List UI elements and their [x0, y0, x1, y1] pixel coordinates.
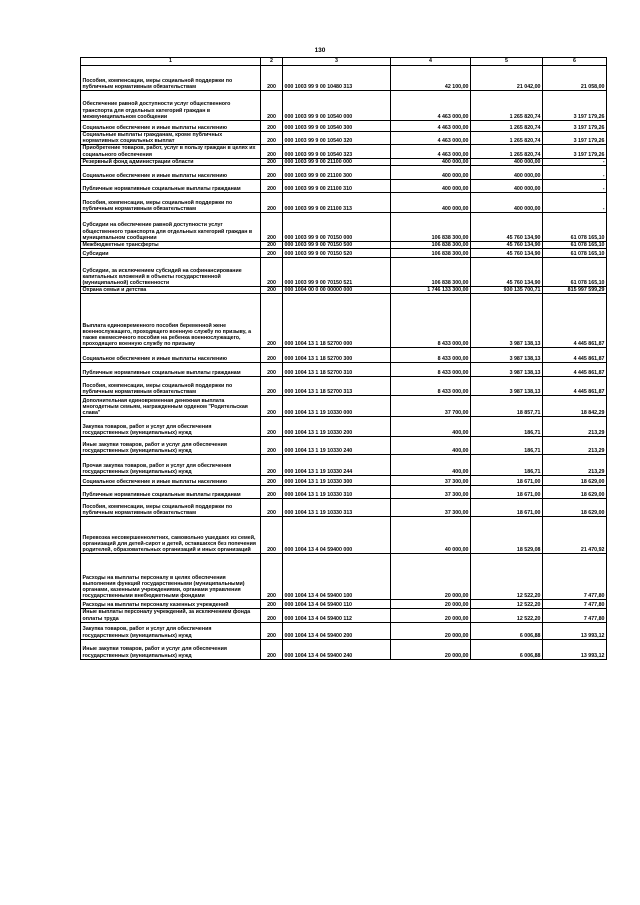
row-kbk-cell: 000 1004 13 4 04 59400 200 — [283, 622, 391, 639]
table-row — [81, 145, 607, 158]
table-row — [81, 213, 607, 242]
row-code-cell: 200 — [261, 66, 283, 91]
row-plan-cell: 106 838 300,00 — [391, 242, 471, 249]
row-fact-cell: 21 042,00 — [471, 66, 543, 91]
row-rest-cell: 18 629,00 — [543, 486, 607, 499]
row-kbk-cell: 000 1004 13 1 19 10330 313 — [283, 499, 391, 517]
row-kbk-cell: 000 1003 99 9 00 70150 000 — [283, 213, 391, 242]
row-plan-cell: 20 000,00 — [391, 622, 471, 639]
row-plan-cell: 20 000,00 — [391, 609, 471, 622]
row-code-cell: 200 — [261, 249, 283, 258]
row-kbk-cell: 000 1004 13 1 19 10330 310 — [283, 486, 391, 499]
row-code-cell: 200 — [261, 158, 283, 165]
row-kbk-cell: 000 1004 00 0 00 00000 000 — [283, 287, 391, 294]
row-plan-cell: 1 746 133 300,00 — [391, 287, 471, 294]
table-body — [81, 66, 607, 660]
row-rest-cell: 18 629,00 — [543, 499, 607, 517]
row-name-cell: Выплата единовременного пособия беременной жене военнослужащего, проходящего военную службу по призыву, а также ежемесячного пособия на ребенка военнослужащего, проходящего военную службу по призыву — [81, 294, 261, 348]
row-name-cell: Расходы на выплаты персоналу казенных учреждений — [81, 600, 261, 609]
row-rest-cell: - — [543, 158, 607, 165]
row-rest-cell: 18 629,00 — [543, 476, 607, 486]
row-name-cell: Пособия, компенсации, меры социальной поддержки по публичным нормативным обязательствам — [81, 377, 261, 396]
row-kbk-cell: 000 1004 13 4 04 59400 000 — [283, 517, 391, 554]
row-code-cell: 200 — [261, 242, 283, 249]
row-name-cell: Иные закупки товаров, работ и услуг для обеспечения государственных (муниципальных) нужд — [81, 639, 261, 659]
row-plan-cell: 400,00 — [391, 455, 471, 476]
row-code-cell: 200 — [261, 363, 283, 377]
row-rest-cell: 13 993,12 — [543, 639, 607, 659]
row-fact-cell: 6 006,88 — [471, 639, 543, 659]
table-row — [81, 499, 607, 517]
row-plan-cell: 400 000,00 — [391, 180, 471, 193]
row-plan-cell: 8 433 000,00 — [391, 363, 471, 377]
table-row — [81, 132, 607, 145]
row-fact-cell: 45 760 134,90 — [471, 242, 543, 249]
row-code-cell: 200 — [261, 476, 283, 486]
row-name-cell: Субсидии, за исключением субсидий на софинансирование капитальных вложений в объекты государственной (муниципальной) собственности — [81, 258, 261, 287]
row-rest-cell: 3 197 179,26 — [543, 91, 607, 121]
row-code-cell: 200 — [261, 517, 283, 554]
row-plan-cell: 8 433 000,00 — [391, 377, 471, 396]
table-row — [81, 455, 607, 476]
row-fact-cell: 400 000,00 — [471, 166, 543, 180]
row-rest-cell: 3 197 179,26 — [543, 121, 607, 132]
row-name-cell: Пособия, компенсации, меры социальной поддержки по публичным нормативным обязательствам — [81, 499, 261, 517]
row-kbk-cell: 000 1004 13 1 19 10330 000 — [283, 396, 391, 417]
row-fact-cell: 1 265 820,74 — [471, 132, 543, 145]
table-row — [81, 554, 607, 600]
row-kbk-cell: 000 1004 13 4 04 59400 240 — [283, 639, 391, 659]
row-fact-cell: 400 000,00 — [471, 193, 543, 213]
row-code-cell: 200 — [261, 91, 283, 121]
table-row — [81, 121, 607, 132]
table-row — [81, 622, 607, 639]
row-fact-cell: 3 987 138,13 — [471, 294, 543, 348]
table-row — [81, 66, 607, 91]
row-plan-cell: 400,00 — [391, 437, 471, 455]
table-row — [81, 287, 607, 294]
row-fact-cell: 18 671,00 — [471, 499, 543, 517]
row-name-cell: Социальное обеспечение и иные выплаты населению — [81, 121, 261, 132]
row-name-cell: Межбюджетные трансферты — [81, 242, 261, 249]
row-fact-cell: 930 135 700,71 — [471, 287, 543, 294]
row-rest-cell: 18 842,29 — [543, 396, 607, 417]
row-fact-cell: 1 265 820,74 — [471, 121, 543, 132]
table-row — [81, 486, 607, 499]
row-kbk-cell: 000 1003 99 9 00 21100 310 — [283, 180, 391, 193]
row-plan-cell: 8 433 000,00 — [391, 294, 471, 348]
row-plan-cell: 4 463 000,00 — [391, 132, 471, 145]
row-kbk-cell: 000 1004 13 1 18 52700 300 — [283, 348, 391, 363]
row-name-cell: Социальные выплаты гражданам, кроме публичных нормативных социальных выплат — [81, 132, 261, 145]
row-plan-cell: 40 000,00 — [391, 517, 471, 554]
row-code-cell: 200 — [261, 455, 283, 476]
row-code-cell: 200 — [261, 166, 283, 180]
row-rest-cell: 7 477,80 — [543, 554, 607, 600]
table-row — [81, 348, 607, 363]
table-row — [81, 377, 607, 396]
budget-table — [80, 57, 607, 660]
row-rest-cell: 815 997 599,29 — [543, 287, 607, 294]
row-code-cell: 200 — [261, 396, 283, 417]
row-plan-cell: 106 838 300,00 — [391, 249, 471, 258]
row-code-cell: 200 — [261, 193, 283, 213]
row-plan-cell: 37 700,00 — [391, 396, 471, 417]
table-row — [81, 242, 607, 249]
row-fact-cell: 1 265 820,74 — [471, 91, 543, 121]
row-fact-cell: 18 529,08 — [471, 517, 543, 554]
row-code-cell: 200 — [261, 486, 283, 499]
column-header: 3 — [283, 58, 391, 66]
row-kbk-cell: 000 1003 99 9 00 70150 521 — [283, 258, 391, 287]
row-fact-cell: 3 987 138,13 — [471, 377, 543, 396]
row-rest-cell: - — [543, 193, 607, 213]
row-name-cell: Дополнительная единовременная денежная выплата многодетным семьям, награжденным орденом "Родительская слава" — [81, 396, 261, 417]
row-fact-cell: 400 000,00 — [471, 158, 543, 165]
row-rest-cell: - — [543, 166, 607, 180]
row-plan-cell: 4 463 000,00 — [391, 121, 471, 132]
column-header: 6 — [543, 58, 607, 66]
column-header: 5 — [471, 58, 543, 66]
row-fact-cell: 12 522,20 — [471, 609, 543, 622]
row-kbk-cell: 000 1004 13 1 18 52700 313 — [283, 377, 391, 396]
row-code-cell: 200 — [261, 145, 283, 158]
row-rest-cell: 7 477,80 — [543, 609, 607, 622]
column-header: 4 — [391, 58, 471, 66]
row-fact-cell: 12 522,20 — [471, 600, 543, 609]
table-row — [81, 417, 607, 437]
row-fact-cell: 18 857,71 — [471, 396, 543, 417]
table-row — [81, 609, 607, 622]
row-kbk-cell: 000 1003 99 9 00 21100 300 — [283, 166, 391, 180]
row-plan-cell: 4 463 000,00 — [391, 145, 471, 158]
row-name-cell: Резервный фонд администрации области — [81, 158, 261, 165]
column-header: 1 — [81, 58, 261, 66]
row-fact-cell: 45 760 134,90 — [471, 258, 543, 287]
row-rest-cell: 4 445 861,87 — [543, 348, 607, 363]
row-plan-cell: 400 000,00 — [391, 193, 471, 213]
table-row — [81, 249, 607, 258]
row-kbk-cell: 000 1003 99 9 00 70150 500 — [283, 242, 391, 249]
row-code-cell: 200 — [261, 294, 283, 348]
row-plan-cell: 106 838 300,00 — [391, 258, 471, 287]
row-kbk-cell: 000 1003 99 9 00 10540 000 — [283, 91, 391, 121]
row-code-cell: 200 — [261, 180, 283, 193]
row-kbk-cell: 000 1004 13 1 19 10330 300 — [283, 476, 391, 486]
row-rest-cell: 61 078 165,10 — [543, 258, 607, 287]
row-name-cell: Иные закупки товаров, работ и услуг для обеспечения государственных (муниципальных) нужд — [81, 437, 261, 455]
row-fact-cell: 45 760 134,90 — [471, 249, 543, 258]
row-name-cell: Приобретение товаров, работ, услуг в пользу граждан в целях их социального обеспечения — [81, 145, 261, 158]
row-name-cell: Субсидии на обеспечение равной доступности услуг общественного транспорта для отдельных категорий граждан в муниципальном сообщении — [81, 213, 261, 242]
row-fact-cell: 18 671,00 — [471, 476, 543, 486]
row-name-cell: Публичные нормативные социальные выплаты гражданам — [81, 486, 261, 499]
row-code-cell: 200 — [261, 287, 283, 294]
row-rest-cell: 61 078 165,10 — [543, 213, 607, 242]
row-name-cell: Социальное обеспечение и иные выплаты населению — [81, 348, 261, 363]
row-name-cell: Публичные нормативные социальные выплаты гражданам — [81, 180, 261, 193]
row-code-cell: 200 — [261, 258, 283, 287]
row-name-cell: Закупка товаров, работ и услуг для обеспечения государственных (муниципальных) нужд — [81, 417, 261, 437]
table-row — [81, 166, 607, 180]
row-rest-cell: 213,29 — [543, 455, 607, 476]
row-code-cell: 200 — [261, 377, 283, 396]
row-kbk-cell: 000 1003 99 9 00 10480 313 — [283, 66, 391, 91]
row-rest-cell: 213,29 — [543, 417, 607, 437]
row-kbk-cell: 000 1003 99 9 00 10540 320 — [283, 132, 391, 145]
row-rest-cell: 213,29 — [543, 437, 607, 455]
row-rest-cell: 4 445 861,87 — [543, 377, 607, 396]
table-row — [81, 396, 607, 417]
row-plan-cell: 106 838 300,00 — [391, 213, 471, 242]
table-row — [81, 294, 607, 348]
row-plan-cell: 400,00 — [391, 417, 471, 437]
row-kbk-cell: 000 1003 99 9 00 21100 000 — [283, 158, 391, 165]
row-name-cell: Перевозка несовершеннолетних, самовольно ушедших из семей, организаций для детей-сирот и детей, оставшихся без попечения родителей, образовательных организаций и иных организаций — [81, 517, 261, 554]
row-name-cell: Прочая закупка товаров, работ и услуг для обеспечения государственных (муниципальных) нужд — [81, 455, 261, 476]
row-plan-cell: 400 000,00 — [391, 158, 471, 165]
row-rest-cell: 61 078 165,10 — [543, 242, 607, 249]
row-kbk-cell: 000 1003 99 9 00 70150 520 — [283, 249, 391, 258]
header-row — [81, 58, 607, 66]
row-code-cell: 200 — [261, 132, 283, 145]
row-kbk-cell: 000 1004 13 4 04 59400 112 — [283, 609, 391, 622]
table-row — [81, 258, 607, 287]
page-number: 130 — [314, 47, 326, 54]
row-kbk-cell: 000 1003 99 9 00 21100 313 — [283, 193, 391, 213]
row-code-cell: 200 — [261, 121, 283, 132]
row-kbk-cell: 000 1004 13 1 18 52700 000 — [283, 294, 391, 348]
row-rest-cell: - — [543, 180, 607, 193]
table-row — [81, 517, 607, 554]
row-plan-cell: 37 300,00 — [391, 486, 471, 499]
row-fact-cell: 6 006,88 — [471, 622, 543, 639]
row-fact-cell: 186,71 — [471, 437, 543, 455]
row-kbk-cell: 000 1003 99 9 00 10540 300 — [283, 121, 391, 132]
row-rest-cell: 21 470,92 — [543, 517, 607, 554]
row-fact-cell: 45 760 134,90 — [471, 213, 543, 242]
row-code-cell: 200 — [261, 348, 283, 363]
row-name-cell: Социальное обеспечение и иные выплаты населению — [81, 166, 261, 180]
table-row — [81, 476, 607, 486]
table-row — [81, 437, 607, 455]
row-rest-cell: 21 058,00 — [543, 66, 607, 91]
row-rest-cell: 3 197 179,26 — [543, 145, 607, 158]
row-code-cell: 200 — [261, 417, 283, 437]
row-fact-cell: 186,71 — [471, 417, 543, 437]
row-fact-cell: 12 522,20 — [471, 554, 543, 600]
row-code-cell: 200 — [261, 499, 283, 517]
row-rest-cell: 4 445 861,87 — [543, 363, 607, 377]
row-plan-cell: 20 000,00 — [391, 554, 471, 600]
row-name-cell: Обеспечение равной доступности услуг общественного транспорта для отдельных категорий граждан в межмуниципальном сообщении — [81, 91, 261, 121]
row-name-cell: Публичные нормативные социальные выплаты гражданам — [81, 363, 261, 377]
table-row — [81, 639, 607, 659]
row-plan-cell: 42 100,00 — [391, 66, 471, 91]
row-plan-cell: 20 000,00 — [391, 600, 471, 609]
row-fact-cell: 186,71 — [471, 455, 543, 476]
row-code-cell: 200 — [261, 600, 283, 609]
row-kbk-cell: 000 1004 13 1 19 10330 240 — [283, 437, 391, 455]
row-kbk-cell: 000 1004 13 1 19 10330 244 — [283, 455, 391, 476]
row-kbk-cell: 000 1004 13 4 04 59400 100 — [283, 554, 391, 600]
row-name-cell: Социальное обеспечение и иные выплаты населению — [81, 476, 261, 486]
row-name-cell: Субсидии — [81, 249, 261, 258]
row-fact-cell: 1 265 820,74 — [471, 145, 543, 158]
row-fact-cell: 3 987 138,13 — [471, 363, 543, 377]
row-code-cell: 200 — [261, 622, 283, 639]
row-rest-cell: 61 078 165,10 — [543, 249, 607, 258]
row-plan-cell: 37 300,00 — [391, 476, 471, 486]
row-plan-cell: 20 000,00 — [391, 639, 471, 659]
row-code-cell: 200 — [261, 213, 283, 242]
table-row — [81, 600, 607, 609]
row-name-cell: Расходы на выплаты персоналу в целях обеспечения выполнения функций государственными (муниципальными) органами, казенными учреждениями, органами управления государственными внебюджетными фондами — [81, 554, 261, 600]
row-kbk-cell: 000 1004 13 4 04 59400 110 — [283, 600, 391, 609]
row-name-cell: Охрана семьи и детства — [81, 287, 261, 294]
row-plan-cell: 37 300,00 — [391, 499, 471, 517]
row-name-cell: Закупка товаров, работ и услуг для обеспечения государственных (муниципальных) нужд — [81, 622, 261, 639]
row-name-cell: Пособия, компенсации, меры социальной поддержки по публичным нормативным обязательствам — [81, 66, 261, 91]
row-rest-cell: 4 445 861,87 — [543, 294, 607, 348]
row-name-cell: Иные выплаты персоналу учреждений, за исключением фонда оплаты труда — [81, 609, 261, 622]
row-fact-cell: 400 000,00 — [471, 180, 543, 193]
table-row — [81, 91, 607, 121]
row-kbk-cell: 000 1003 99 9 00 10540 323 — [283, 145, 391, 158]
column-header: 2 — [261, 58, 283, 66]
row-rest-cell: 7 477,80 — [543, 600, 607, 609]
row-code-cell: 200 — [261, 437, 283, 455]
table-row — [81, 193, 607, 213]
table-row — [81, 363, 607, 377]
row-code-cell: 200 — [261, 554, 283, 600]
row-plan-cell: 400 000,00 — [391, 166, 471, 180]
row-kbk-cell: 000 1004 13 1 19 10330 200 — [283, 417, 391, 437]
row-plan-cell: 4 463 000,00 — [391, 91, 471, 121]
row-code-cell: 200 — [261, 639, 283, 659]
table-row — [81, 180, 607, 193]
row-kbk-cell: 000 1004 13 1 18 52700 310 — [283, 363, 391, 377]
row-code-cell: 200 — [261, 609, 283, 622]
row-fact-cell: 18 671,00 — [471, 486, 543, 499]
row-rest-cell: 3 197 179,26 — [543, 132, 607, 145]
row-plan-cell: 8 433 000,00 — [391, 348, 471, 363]
row-name-cell: Пособия, компенсации, меры социальной поддержки по публичным нормативным обязательствам — [81, 193, 261, 213]
row-fact-cell: 3 987 138,13 — [471, 348, 543, 363]
table-row — [81, 158, 607, 165]
row-rest-cell: 13 993,12 — [543, 622, 607, 639]
